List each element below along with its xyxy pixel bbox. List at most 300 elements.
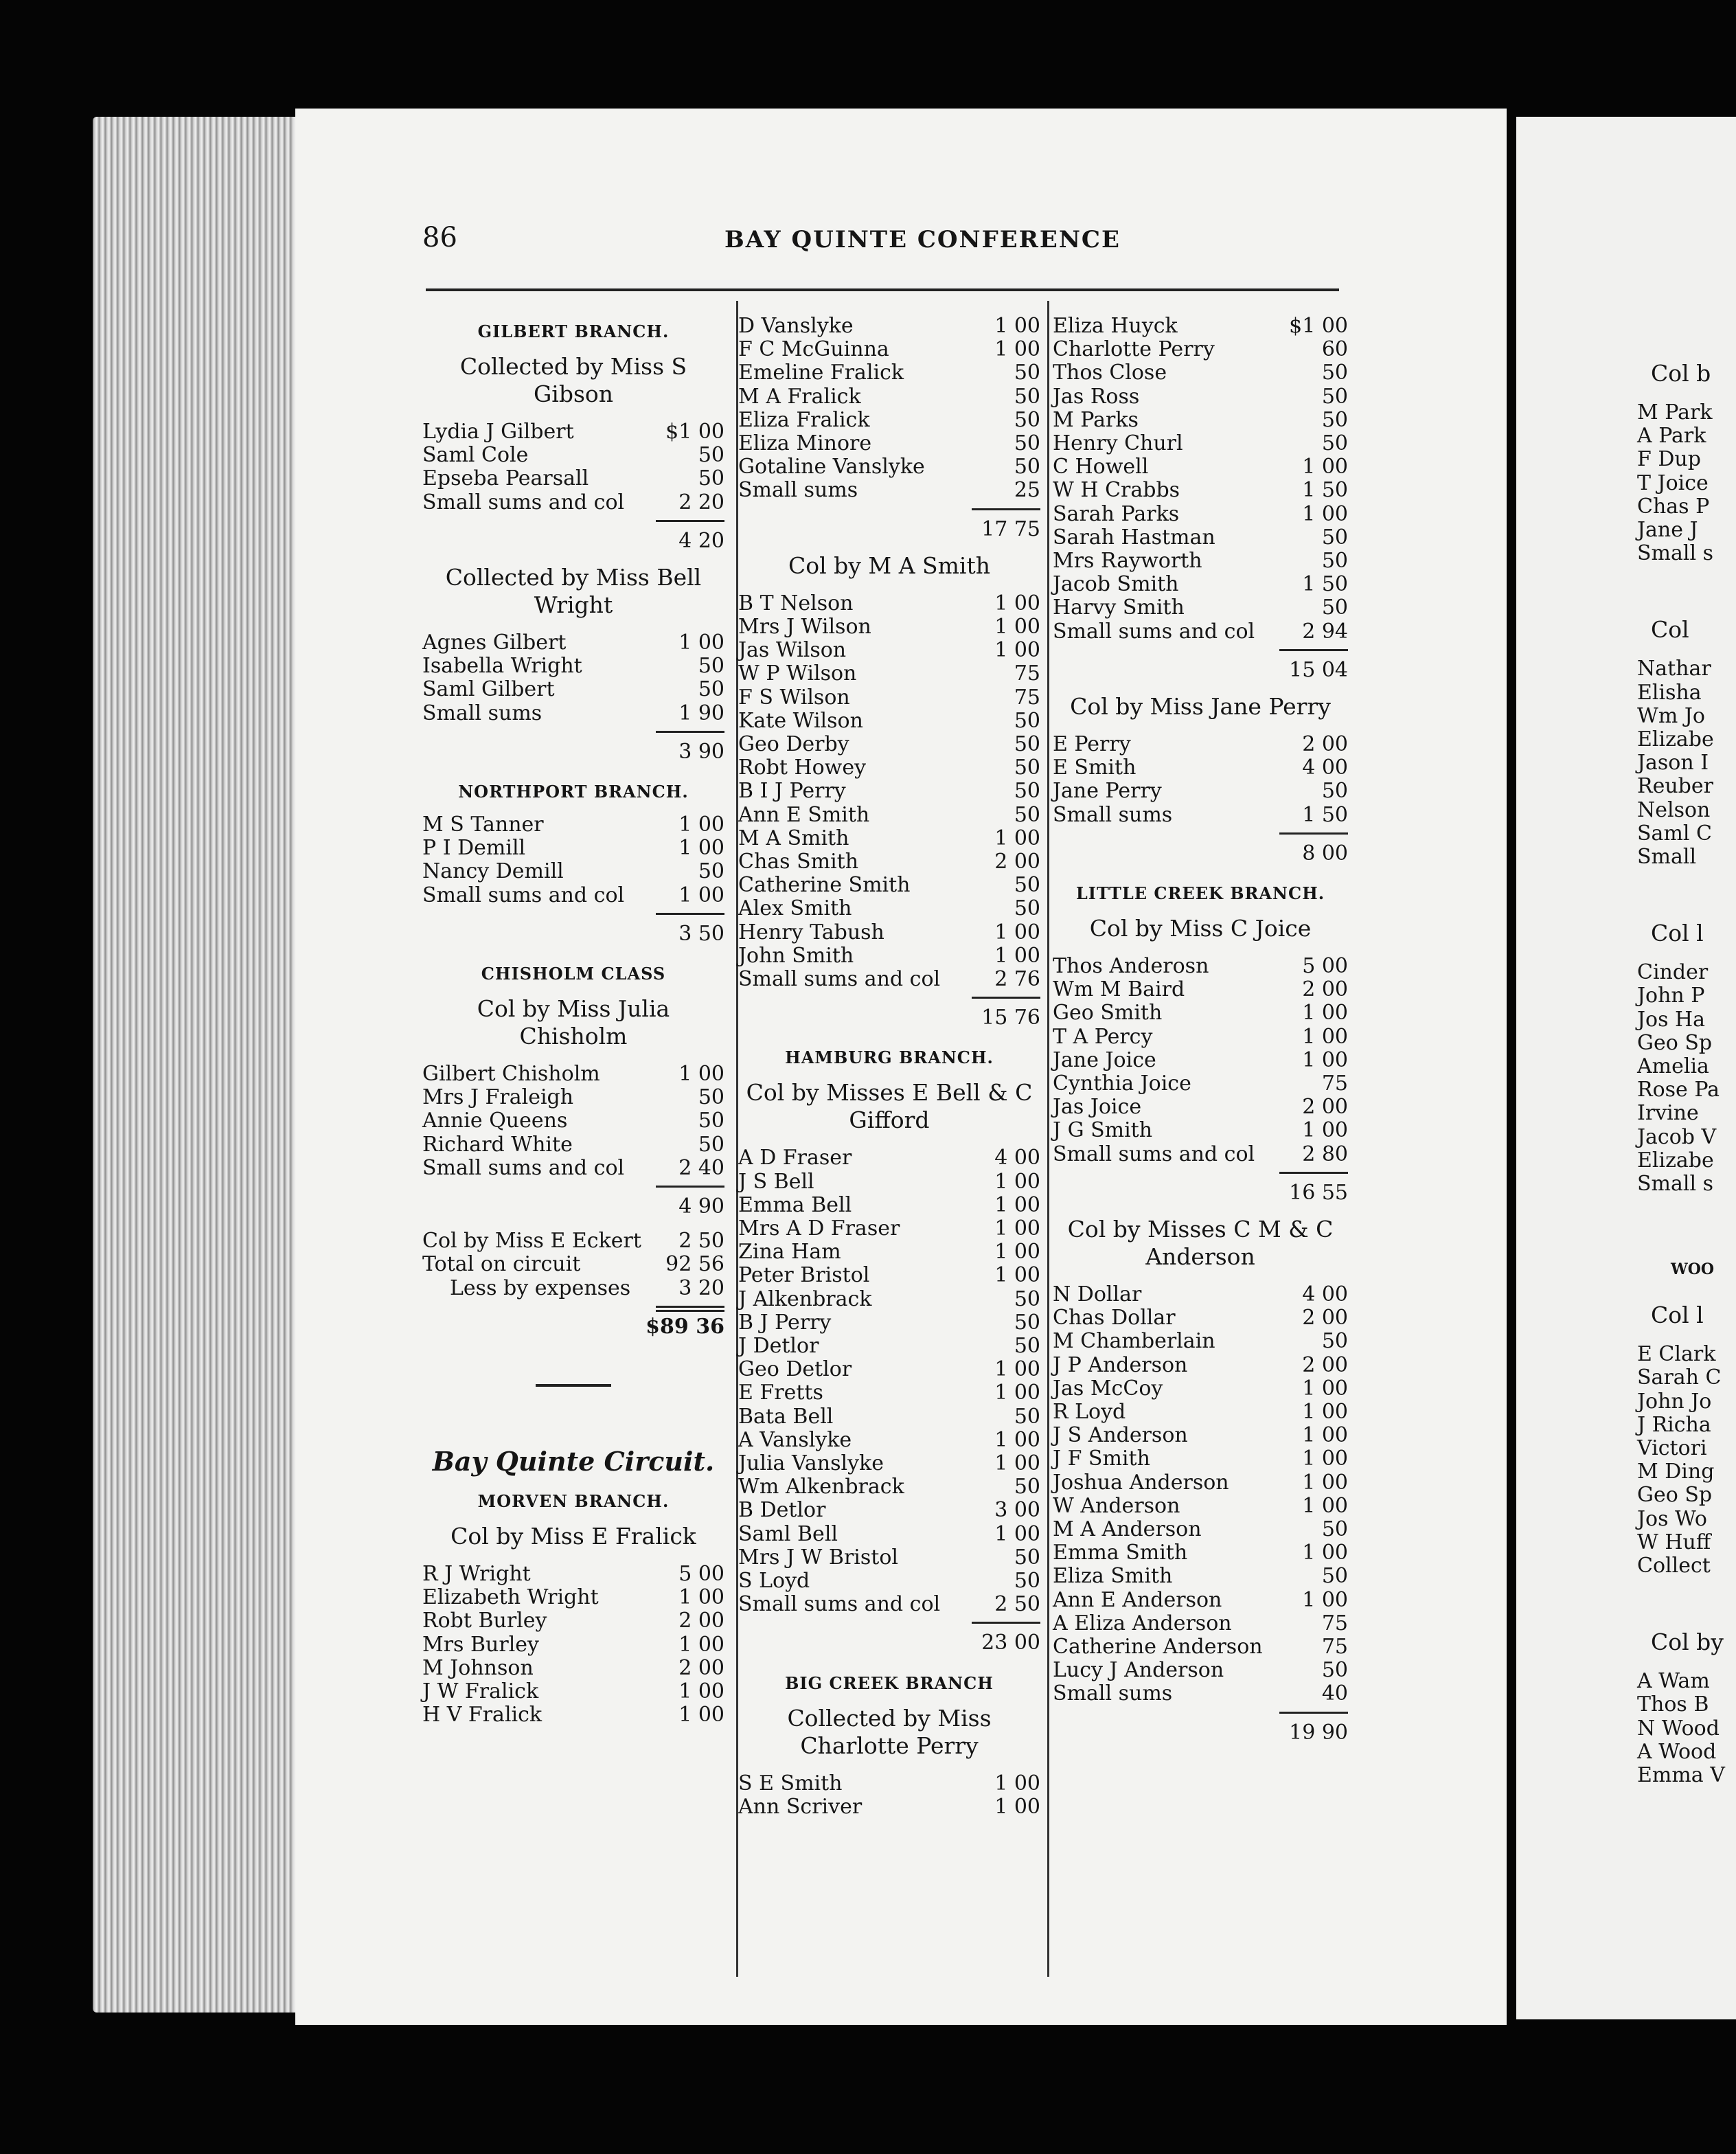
- ledger-row: [1053, 361, 1348, 385]
- amount: 1 00: [994, 314, 1040, 338]
- ledger-row: [738, 1499, 1040, 1522]
- amount: 50: [1014, 384, 1040, 409]
- amount: 50: [698, 466, 724, 491]
- sum-rule: [972, 1622, 1040, 1624]
- ledger-row: [422, 1586, 724, 1609]
- contributor-name: Gilbert Chisholm: [422, 1062, 600, 1086]
- contributor-name: J S Bell: [738, 1169, 814, 1194]
- amount: 50: [698, 1109, 724, 1133]
- contributor-name: Chas Smith: [738, 850, 859, 874]
- sum-rule: [656, 1310, 724, 1312]
- contributor-name: J W Fralick: [422, 1679, 539, 1703]
- contributor-name: Harvy Smith: [1053, 596, 1185, 620]
- sum-rule: [1279, 1172, 1348, 1174]
- contributor-name: Geo Derby: [738, 732, 849, 756]
- sum-rule: [1279, 1712, 1348, 1714]
- contributor-name: Geo Detlor: [738, 1357, 852, 1382]
- left-page: [295, 109, 1507, 2025]
- contributor-name: Henry Tabush: [738, 920, 884, 944]
- facing-page-text: WOO: [1671, 1260, 1715, 1279]
- facing-page-text: Thos B: [1637, 1692, 1709, 1717]
- amount: 50: [1014, 1545, 1040, 1569]
- amount: 1 00: [994, 1381, 1040, 1405]
- amount: 50: [698, 654, 724, 679]
- contributor-name: J P Anderson: [1053, 1352, 1188, 1377]
- ledger-row: [422, 1680, 724, 1703]
- amount: 1 00: [678, 813, 724, 837]
- contributor-name: Total on circuit: [422, 1252, 581, 1277]
- collector-heading: Collected by Miss S Gibson: [459, 353, 687, 407]
- amount: 1 00: [994, 920, 1040, 944]
- amount: 75: [1321, 1611, 1348, 1635]
- ledger-row: [1053, 1143, 1348, 1166]
- amount: 50: [1014, 407, 1040, 432]
- amount: 4 00: [994, 1146, 1040, 1170]
- facing-page-text: Saml C: [1637, 821, 1712, 846]
- contributor-name: A Vanslyke: [738, 1427, 852, 1452]
- facing-page-text: Sarah C: [1637, 1365, 1722, 1390]
- subtotal-amount: 15 04: [1289, 657, 1348, 682]
- amount: 50: [698, 1085, 724, 1110]
- subtotal-amount: 8 00: [1302, 841, 1348, 865]
- contributor-name: Jacob Smith: [1053, 572, 1179, 597]
- ledger-row: [422, 631, 724, 655]
- page-header: [295, 222, 1507, 263]
- ledger-row: [738, 479, 1040, 502]
- contributor-name: Eliza Huyck: [1053, 314, 1178, 338]
- facing-page-text: Col b: [1651, 360, 1711, 387]
- contributor-name: Wm Alkenbrack: [738, 1475, 904, 1499]
- ledger-row: [1053, 1612, 1348, 1635]
- contributor-name: M A Fralick: [738, 384, 861, 409]
- subtotal-amount: 16 55: [1289, 1180, 1348, 1205]
- amount: 1 00: [1302, 501, 1348, 526]
- amount: 1 00: [1302, 1047, 1348, 1072]
- amount: 50: [1014, 1569, 1040, 1593]
- amount: 1 00: [678, 631, 724, 655]
- amount: 1 00: [678, 1585, 724, 1610]
- amount: 1 50: [1302, 478, 1348, 503]
- facing-page-text: John Jo: [1637, 1389, 1712, 1414]
- contributor-name: B Detlor: [738, 1498, 826, 1523]
- ledger-row: [738, 1311, 1040, 1335]
- contributor-name: N Dollar: [1053, 1282, 1142, 1306]
- amount: 1 00: [994, 1771, 1040, 1795]
- amount: 3 00: [994, 1498, 1040, 1523]
- ledger-row: [1053, 780, 1348, 803]
- ledger-row: [738, 592, 1040, 615]
- sum-rule: [1279, 832, 1348, 835]
- facing-page-text: Nathar: [1637, 657, 1711, 681]
- contributor-name: Catherine Smith: [738, 873, 911, 898]
- contributor-name: M Parks: [1053, 407, 1139, 432]
- facing-page-text: John P: [1637, 984, 1705, 1008]
- amount: 1 00: [994, 615, 1040, 639]
- contributor-name: C Howell: [1053, 455, 1149, 479]
- ledger-row: [738, 1170, 1040, 1194]
- branch-heading: GILBERT BRANCH.: [477, 321, 670, 341]
- ledger-row: [422, 1657, 724, 1680]
- contributor-name: Sarah Hastman: [1053, 525, 1215, 549]
- contributor-name: Zina Ham: [738, 1240, 841, 1265]
- contributor-name: Small sums and col: [1053, 619, 1255, 644]
- contributor-name: B I J Perry: [738, 779, 846, 804]
- ledger-row: [1053, 1001, 1348, 1025]
- ledger-row: [1053, 1635, 1348, 1659]
- sum-rule: [656, 520, 724, 522]
- ledger-row: [422, 1609, 724, 1633]
- ledger-row: [1053, 1471, 1348, 1495]
- contributor-name: Mrs J W Bristol: [738, 1545, 899, 1569]
- collector-heading: Collected by Miss Charlotte Perry: [787, 1704, 992, 1759]
- contributor-name: Small sums: [422, 701, 542, 725]
- ledger-row: [422, 655, 724, 678]
- facing-page-text: Col: [1651, 616, 1689, 644]
- contributor-name: Eliza Smith: [1053, 1564, 1173, 1589]
- amount: 5 00: [1302, 954, 1348, 978]
- amount: 1 00: [1302, 455, 1348, 479]
- facing-page-text: A Park: [1637, 424, 1706, 449]
- amount: 50: [1014, 1475, 1040, 1499]
- amount: 50: [1321, 1517, 1348, 1541]
- contributor-name: Small sums and col: [422, 1155, 625, 1180]
- ledger-row: [738, 615, 1040, 639]
- facing-page-text: T Joice: [1637, 471, 1709, 495]
- facing-page-text: Collect: [1637, 1554, 1711, 1578]
- header-rule: [426, 288, 1339, 291]
- branch-heading: CHISHOLM CLASS: [481, 964, 666, 984]
- facing-page-text: Wm Jo: [1637, 703, 1705, 728]
- contributor-name: Kate Wilson: [738, 708, 863, 733]
- facing-page-text: Geo Sp: [1637, 1483, 1713, 1508]
- amount: 25: [1014, 478, 1040, 503]
- contributor-name: W H Crabbs: [1053, 478, 1180, 503]
- amount: 3 20: [678, 1276, 724, 1300]
- ledger-row: [1053, 479, 1348, 502]
- ledger-row: [1053, 1096, 1348, 1119]
- contributor-name: J F Smith: [1053, 1447, 1150, 1471]
- contributor-name: Peter Bristol: [738, 1263, 870, 1288]
- contributor-name: M A Anderson: [1053, 1517, 1202, 1541]
- ledger-row: [1053, 1541, 1348, 1565]
- contributor-name: J S Anderson: [1053, 1423, 1188, 1448]
- contributor-name: Robt Burley: [422, 1609, 547, 1633]
- contributor-name: Mrs Burley: [422, 1632, 539, 1657]
- contributor-name: Wm M Baird: [1053, 977, 1185, 1002]
- ledger-row: [422, 860, 724, 883]
- ledger-row: [738, 1335, 1040, 1358]
- ledger-row: [1053, 338, 1348, 361]
- amount: 50: [1014, 756, 1040, 780]
- contributor-name: R J Wright: [422, 1562, 531, 1586]
- contributor-name: Lucy J Anderson: [1053, 1658, 1224, 1683]
- ledger-row: [422, 702, 724, 725]
- ledger-row: [738, 455, 1040, 479]
- amount: 1 50: [1302, 572, 1348, 597]
- facing-page-text: M Ding: [1637, 1460, 1715, 1484]
- ledger-row: [738, 1288, 1040, 1311]
- contributor-name: Emeline Fralick: [738, 361, 904, 385]
- contributor-name: Geo Smith: [1053, 1001, 1163, 1025]
- ledger-row: [738, 850, 1040, 874]
- ledger-row: [738, 1358, 1040, 1381]
- facing-page-text: Victori: [1637, 1436, 1707, 1460]
- contributor-name: M A Smith: [738, 826, 849, 850]
- ledger-row: [1053, 978, 1348, 1001]
- contributor-name: J Detlor: [738, 1334, 819, 1358]
- amount: 1 00: [1302, 1118, 1348, 1143]
- ledger-row: [738, 1381, 1040, 1405]
- amount: 1 00: [994, 337, 1040, 362]
- contributor-name: J Alkenbrack: [738, 1286, 872, 1311]
- ledger-row: [1053, 733, 1348, 756]
- ledger-row: [1053, 1518, 1348, 1541]
- contributor-name: W P Wilson: [738, 661, 857, 686]
- ledger-row: [1053, 1659, 1348, 1682]
- subtotal-amount: $89 36: [646, 1314, 724, 1339]
- amount: 1 00: [1302, 1541, 1348, 1565]
- contributor-name: Small sums and col: [422, 490, 625, 514]
- facing-page-text: Jason I: [1637, 751, 1709, 775]
- ledger-row: [422, 1086, 724, 1109]
- ledger-row: [422, 1133, 724, 1157]
- amount: 50: [1321, 361, 1348, 385]
- contributor-name: B J Perry: [738, 1310, 832, 1335]
- facing-page-text: Col l: [1651, 1302, 1704, 1329]
- subtotal-row: [422, 740, 724, 764]
- contributor-name: Mrs J Wilson: [738, 615, 871, 639]
- ledger-row: [1053, 1283, 1348, 1306]
- ledger-row: [422, 1253, 724, 1276]
- facing-page-text: Small: [1637, 845, 1697, 869]
- facing-page-text: Jane J: [1637, 518, 1698, 542]
- amount: 50: [1014, 708, 1040, 733]
- book-page-edges: [93, 117, 299, 2013]
- contributor-name: Ann E Anderson: [1053, 1587, 1222, 1612]
- collector-heading: Col by M A Smith: [788, 552, 990, 579]
- amount: 1 00: [994, 943, 1040, 968]
- subtotal-amount: 3 90: [678, 739, 724, 764]
- facing-page-text: A Wam: [1637, 1669, 1710, 1694]
- amount: 2 00: [1302, 1095, 1348, 1120]
- contributor-name: Mrs Rayworth: [1053, 549, 1202, 573]
- ledger-row: [1053, 549, 1348, 573]
- amount: 4 00: [1302, 1282, 1348, 1306]
- ledger-row: [1053, 1495, 1348, 1518]
- ledger-row: [1053, 503, 1348, 526]
- subtotal-amount: 4 20: [678, 528, 724, 553]
- amount: 1 00: [994, 591, 1040, 615]
- facing-page-text: Elizabe: [1637, 1148, 1714, 1172]
- collector-heading: Col by Misses C M & C Anderson: [1067, 1216, 1334, 1270]
- facing-page-text: Nelson: [1637, 797, 1711, 822]
- contributor-name: Saml Bell: [738, 1521, 838, 1546]
- amount: 2 00: [1302, 1352, 1348, 1377]
- amount: 60: [1321, 337, 1348, 362]
- amount: 1 00: [1302, 1587, 1348, 1612]
- contributor-name: Emma Smith: [1053, 1541, 1188, 1565]
- amount: 50: [698, 443, 724, 468]
- subtotal-amount: 4 90: [678, 1194, 724, 1218]
- contributor-name: Jas McCoy: [1053, 1376, 1163, 1401]
- ledger-row: [1053, 804, 1348, 827]
- contributor-name: J G Smith: [1053, 1118, 1153, 1143]
- facing-page-text: A Wood: [1637, 1739, 1717, 1764]
- ledger-row: [738, 409, 1040, 432]
- amount: 92 56: [665, 1252, 724, 1277]
- ledger-row: [422, 813, 724, 837]
- amount: 2 00: [678, 1609, 724, 1633]
- ledger-row: [1053, 573, 1348, 596]
- ledger-row: [1053, 315, 1348, 338]
- amount: 50: [1014, 1310, 1040, 1335]
- subtotal-row: [1053, 659, 1348, 682]
- contributor-name: Small sums and col: [422, 883, 625, 907]
- contributor-name: F C McGuinna: [738, 337, 889, 362]
- contributor-name: Richard White: [422, 1132, 573, 1157]
- amount: 50: [1014, 1286, 1040, 1311]
- amount: 1 00: [1302, 1423, 1348, 1448]
- amount: 50: [1014, 431, 1040, 455]
- facing-page-text: Jacob V: [1637, 1124, 1717, 1149]
- amount: 1 00: [994, 1521, 1040, 1546]
- ledger-row: [1053, 1377, 1348, 1401]
- amount: 2 00: [1302, 977, 1348, 1002]
- amount: 50: [698, 677, 724, 702]
- ledger-row: [738, 1772, 1040, 1795]
- ledger-row: [738, 1146, 1040, 1170]
- amount: 50: [1321, 1329, 1348, 1354]
- ledger-row: [1053, 1354, 1348, 1377]
- amount: 1 00: [994, 1240, 1040, 1265]
- contributor-name: Small sums: [1053, 802, 1173, 827]
- contributor-name: S Loyd: [738, 1569, 810, 1593]
- subtotal-row: [1053, 1181, 1348, 1205]
- contributor-name: Eliza Minore: [738, 431, 872, 455]
- ledger-row: [738, 944, 1040, 968]
- facing-page-text: Reuber: [1637, 774, 1713, 799]
- contributor-name: M Johnson: [422, 1655, 534, 1680]
- contributor-name: P I Demill: [422, 836, 526, 861]
- ledger-row: [738, 897, 1040, 920]
- contributor-name: H V Fralick: [422, 1703, 542, 1727]
- facing-page-text: Emma V: [1637, 1763, 1725, 1787]
- amount: 50: [1321, 384, 1348, 409]
- contributor-name: Small sums and col: [1053, 1142, 1255, 1166]
- amount: 1 00: [994, 1216, 1040, 1240]
- amount: 50: [1321, 596, 1348, 620]
- amount: 1 00: [678, 883, 724, 907]
- facing-page-text: Jos Wo: [1637, 1506, 1707, 1531]
- contributor-name: Thos Close: [1053, 361, 1167, 385]
- ledger-row: [738, 432, 1040, 455]
- amount: 1 90: [678, 701, 724, 725]
- ledger-row: [1053, 432, 1348, 455]
- facing-page-text: M Park: [1637, 400, 1713, 424]
- contributor-name: Cynthia Joice: [1053, 1072, 1191, 1096]
- amount: 2 50: [994, 1592, 1040, 1617]
- ledger-row: [422, 1063, 724, 1086]
- facing-page-text: Amelia: [1637, 1054, 1709, 1078]
- amount: 50: [1014, 1404, 1040, 1429]
- ledger-row: [1053, 1447, 1348, 1471]
- contributor-name: Annie Queens: [422, 1109, 568, 1133]
- contributor-name: Elizabeth Wright: [422, 1585, 599, 1610]
- facing-page-text: Col by: [1651, 1629, 1724, 1656]
- collector-heading: Col by Misses E Bell & C Gifford: [746, 1079, 1033, 1134]
- amount: 75: [1014, 661, 1040, 686]
- facing-page-text: Jos Ha: [1637, 1007, 1706, 1032]
- contributor-name: Robt Howey: [738, 756, 867, 780]
- amount: 50: [698, 859, 724, 884]
- amount: 5 00: [678, 1562, 724, 1586]
- ledger-row: [1053, 1424, 1348, 1447]
- collector-heading: Col by Miss Jane Perry: [1070, 693, 1331, 720]
- contributor-name: Jane Perry: [1053, 779, 1162, 804]
- contributor-name: Catherine Anderson: [1053, 1635, 1263, 1659]
- amount: 1 00: [994, 1451, 1040, 1475]
- amount: 1 00: [994, 826, 1040, 850]
- ledger-row: [1053, 385, 1348, 409]
- amount: 1 00: [1302, 1493, 1348, 1518]
- contributor-name: Saml Gilbert: [422, 677, 555, 702]
- sum-rule: [972, 508, 1040, 510]
- amount: 1 00: [994, 1263, 1040, 1288]
- ledger-row: [1053, 1072, 1348, 1096]
- facing-page-text: Chas P: [1637, 494, 1710, 519]
- contributor-name: Thos Anderosn: [1053, 954, 1209, 978]
- ledger-row: [1053, 955, 1348, 978]
- amount: 1 00: [994, 1192, 1040, 1217]
- facing-page-text: E Clark: [1637, 1342, 1716, 1367]
- contributor-name: E Smith: [1053, 756, 1137, 780]
- ledger-row: [738, 1475, 1040, 1499]
- ledger-row: [738, 1429, 1040, 1452]
- ledger-row: [1053, 455, 1348, 479]
- amount: 50: [1014, 802, 1040, 827]
- contributor-name: John Smith: [738, 943, 854, 968]
- amount: 2 00: [678, 1655, 724, 1680]
- ledger-row: [738, 1194, 1040, 1217]
- contributor-name: M S Tanner: [422, 813, 544, 837]
- circuit-heading: Bay Quinte Circuit.: [432, 1446, 715, 1477]
- column-divider: [1047, 301, 1049, 1977]
- amount: 50: [1321, 779, 1348, 804]
- contributor-name: Julia Vanslyke: [738, 1451, 884, 1475]
- ledger-row: [422, 1229, 724, 1253]
- ledger-row: [738, 662, 1040, 685]
- contributor-name: A D Fraser: [738, 1146, 852, 1170]
- ledger-row: [738, 968, 1040, 991]
- subtotal-row: [738, 1006, 1040, 1030]
- contributor-name: T A Percy: [1053, 1024, 1153, 1049]
- amount: 50: [1014, 732, 1040, 756]
- ledger-row: [1053, 1025, 1348, 1049]
- ledger-row: [1053, 1589, 1348, 1612]
- facing-page-text: Col l: [1651, 920, 1704, 947]
- amount: 75: [1321, 1072, 1348, 1096]
- ledger-row: [1053, 526, 1348, 549]
- sum-rule: [656, 731, 724, 733]
- amount: 1 00: [678, 1632, 724, 1657]
- amount: 1 00: [994, 1427, 1040, 1452]
- ledger-row: [422, 837, 724, 860]
- amount: 50: [1014, 1334, 1040, 1358]
- ledger-row: [738, 710, 1040, 733]
- subtotal-amount: 17 75: [981, 517, 1040, 541]
- amount: 2 94: [1302, 619, 1348, 644]
- contributor-name: M Chamberlain: [1053, 1329, 1215, 1354]
